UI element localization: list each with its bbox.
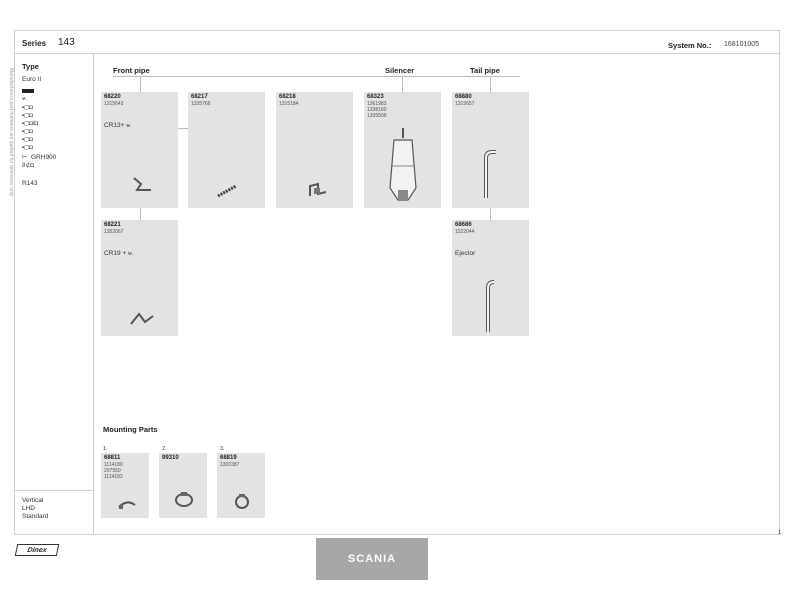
part-number: 68220 xyxy=(104,94,121,100)
sidebar-bottom-divider xyxy=(14,490,94,491)
section-silencer: Silencer xyxy=(385,66,415,75)
part-number: 99310 xyxy=(162,455,179,461)
silencer-icon xyxy=(386,126,420,204)
connector-line xyxy=(490,76,491,92)
system-value: 168101005 xyxy=(724,41,760,48)
oem-ref: 1315657 xyxy=(455,101,475,107)
sidebar-divider xyxy=(93,53,94,535)
connector-line xyxy=(113,76,520,77)
oem-ref: 1338160 xyxy=(367,107,387,113)
mounting-index: 2. xyxy=(162,446,167,452)
part-note: CR19 + ⩝. xyxy=(104,250,134,257)
variant: Standard xyxy=(22,513,49,520)
tail-pipe-icon xyxy=(480,148,500,200)
bent-pipe-icon xyxy=(127,308,155,328)
part-card[interactable] xyxy=(276,92,353,208)
reference-note: Manufacturers part numbers are quoted for reference only xyxy=(8,68,14,197)
page-number: 1 xyxy=(778,530,782,536)
mounting-index: 1. xyxy=(103,446,108,452)
oem-ref: 1352067 xyxy=(104,229,124,235)
dinex-logo: Dinex xyxy=(15,544,60,556)
oem-ref: 1522044 xyxy=(455,229,475,235)
mounting-index: 3. xyxy=(220,446,225,452)
mounting-card[interactable] xyxy=(217,453,265,518)
gearbox-value: GRH900 xyxy=(31,154,57,161)
part-card[interactable] xyxy=(364,92,441,208)
section-mounting-parts: Mounting Parts xyxy=(103,425,158,434)
config-icon: ▪◻◘ xyxy=(22,129,33,135)
bracket-icon xyxy=(306,180,330,200)
wheel-icon: 8⊄◘ xyxy=(22,163,34,169)
type-label: Type xyxy=(22,62,39,71)
clamp-ring-icon xyxy=(173,491,195,509)
part-number: 68880 xyxy=(455,94,472,100)
connector-line xyxy=(178,128,188,129)
part-card[interactable] xyxy=(452,220,529,336)
config-icon: ▪◻◘ xyxy=(22,105,33,111)
part-note: CR13+ ⩝. xyxy=(104,122,132,129)
part-card[interactable] xyxy=(101,92,178,208)
gearbox-icon: ⊢ xyxy=(22,155,28,161)
connector-line xyxy=(490,208,491,220)
series-value: 143 xyxy=(58,37,75,48)
part-number: 68323 xyxy=(367,94,384,100)
series-label: Series xyxy=(22,39,47,48)
config-icon: ▪◻◘ xyxy=(22,137,33,143)
oem-ref: 1335769 xyxy=(191,101,211,107)
orientation: Vertical xyxy=(22,497,44,504)
oem-ref: 1361983 xyxy=(367,101,387,107)
system-label: System No.: xyxy=(668,41,712,50)
part-card[interactable] xyxy=(188,92,265,208)
oem-ref: 1300387 xyxy=(220,462,240,468)
part-number: 68819 xyxy=(220,455,237,461)
part-number: 68811 xyxy=(104,455,121,461)
mounting-card[interactable] xyxy=(159,453,207,518)
oem-ref: 1114182 xyxy=(104,474,123,480)
hose-clamp-icon xyxy=(233,493,251,509)
connector-line xyxy=(402,76,403,92)
connector-line xyxy=(140,208,141,220)
header-divider xyxy=(14,53,780,54)
connector-line xyxy=(140,76,141,92)
part-card[interactable] xyxy=(452,92,529,208)
part-note: Ejector xyxy=(455,250,476,257)
clamp-icon xyxy=(117,497,137,511)
oem-ref: 1315184 xyxy=(279,101,299,107)
brand-banner: SCANIA xyxy=(316,538,428,580)
part-number: 68686 xyxy=(455,222,472,228)
euro-class: Euro II xyxy=(22,76,42,83)
flex-pipe-icon xyxy=(216,184,238,198)
oem-ref: 1305509 xyxy=(367,113,387,119)
oem-ref: 1114180 xyxy=(104,462,123,468)
ejector-pipe-icon xyxy=(482,278,500,334)
section-tail-pipe: Tail pipe xyxy=(470,66,500,75)
mounting-card[interactable] xyxy=(101,453,149,518)
axle-icon: ⩝. xyxy=(22,96,28,102)
bent-pipe-icon xyxy=(131,174,157,194)
config-icon: ▪◻◘ xyxy=(22,113,33,119)
config-icon: ▪◻◘/◘ xyxy=(22,121,39,127)
part-number: 68221 xyxy=(104,222,121,228)
part-number: 68218 xyxy=(279,94,296,100)
config-icon: ▪◻◘ xyxy=(22,145,33,151)
drive-side: LHD xyxy=(22,505,36,512)
part-number: 68217 xyxy=(191,94,208,100)
section-front-pipe: Front pipe xyxy=(113,66,150,75)
oem-ref: 207550 xyxy=(104,468,121,474)
oem-ref: 1315643 xyxy=(104,101,124,107)
model-value: R143 xyxy=(22,180,38,187)
part-card[interactable] xyxy=(101,220,178,336)
bus-icon xyxy=(22,88,36,94)
